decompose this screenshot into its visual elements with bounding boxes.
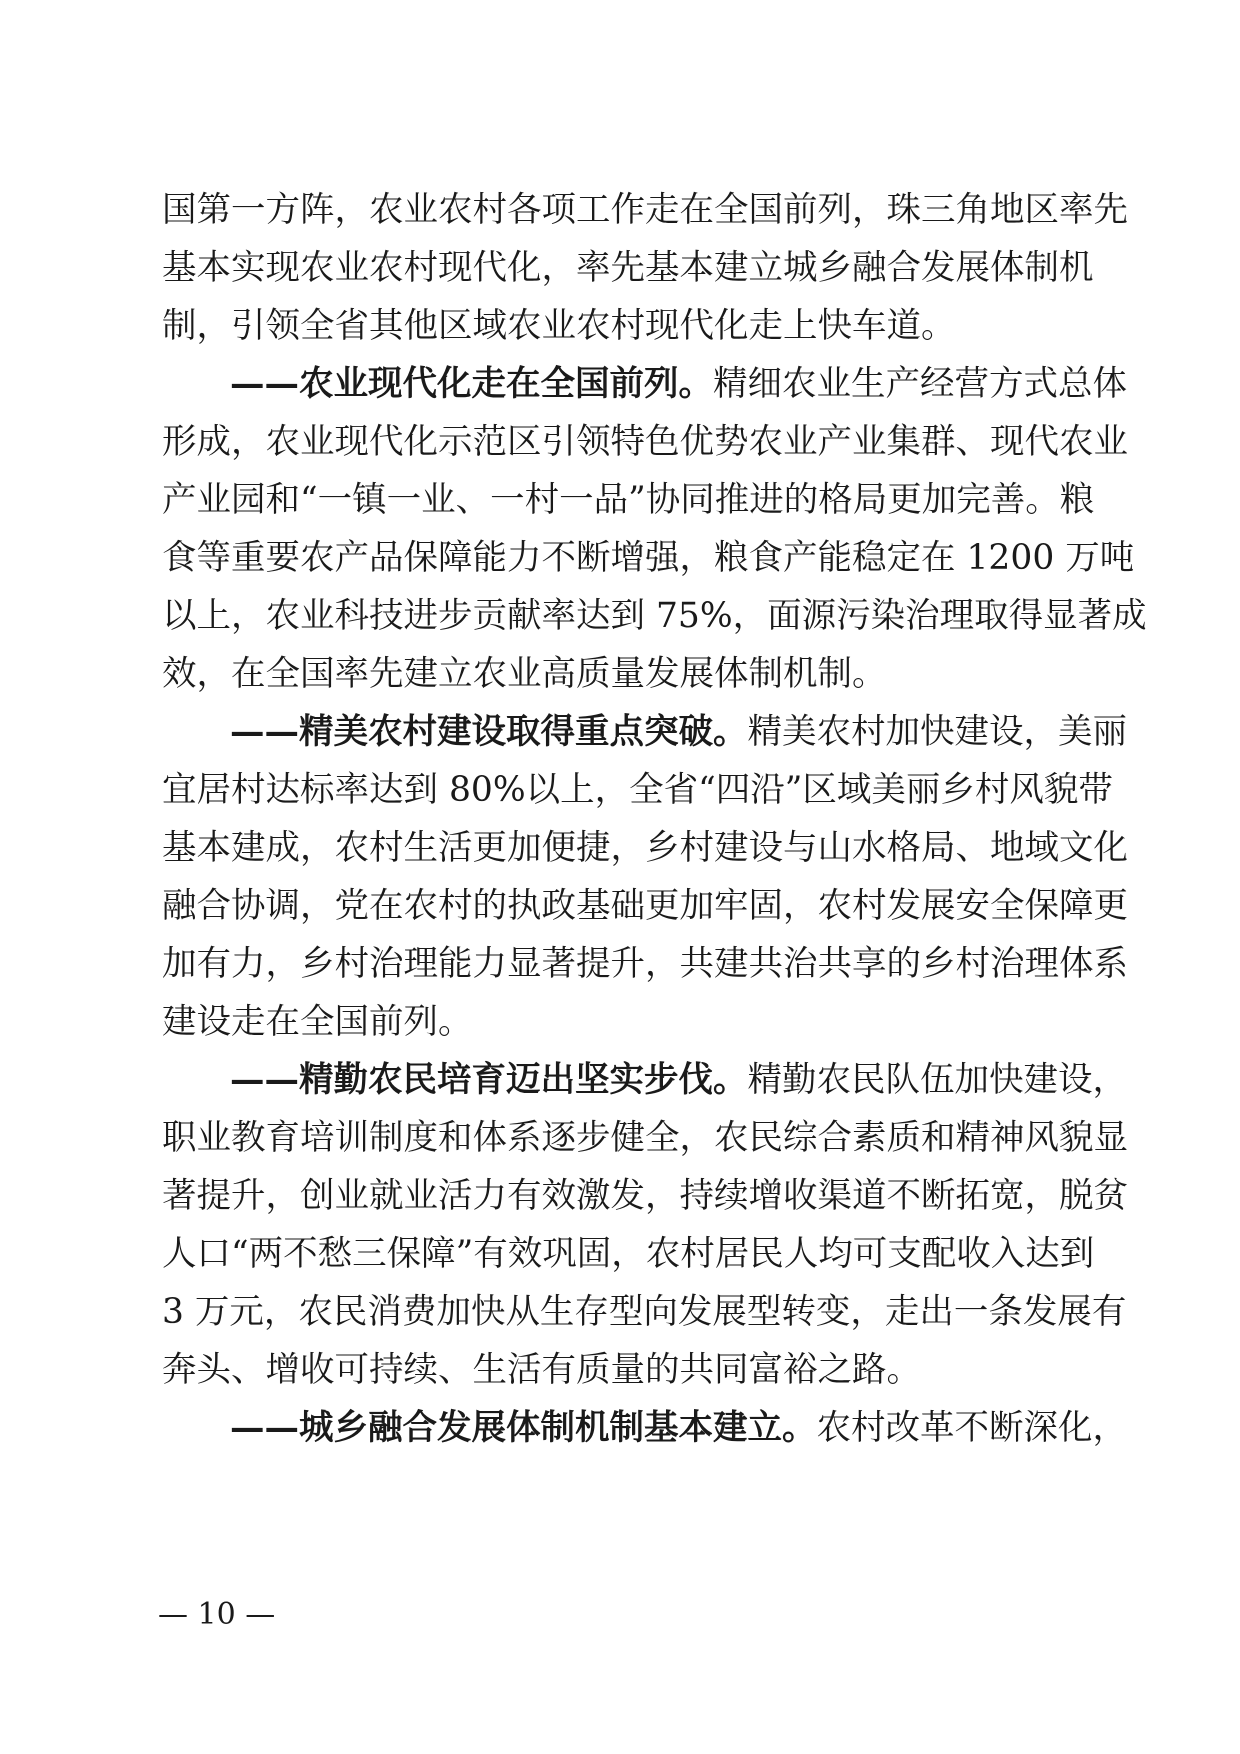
body-text-line: 建设走在全国前列。 <box>162 1002 473 1042</box>
body-text-line: 国第一方阵，农业农村各项工作走在全国前列，珠三角地区率先 <box>162 190 1128 230</box>
body-text-line: 形成，农业现代化示范区引领特色优势农业产业集群、现代农业 <box>162 422 1128 462</box>
body-text-line: 基本实现农业农村现代化，率先基本建立城乡融合发展体制机 <box>162 248 1094 288</box>
body-text-line: 基本建成，农村生活更加便捷，乡村建设与山水格局、地域文化 <box>162 828 1128 868</box>
section-heading-line: ——精美农村建设取得重点突破。精美农村加快建设，美丽 <box>230 712 1127 752</box>
body-text-line: 著提升，创业就业活力有效激发，持续增收渠道不断拓宽，脱贫 <box>162 1176 1128 1216</box>
body-text-line: 产业园和“一镇一业、一村一品”协同推进的格局更加完善。粮 <box>162 480 1095 520</box>
body-text-line: 人口“两不愁三保障”有效巩固，农村居民人均可支配收入达到 <box>162 1234 1095 1274</box>
section-heading: ——精勤农民培育迈出坚实步伐。 <box>230 1060 748 1100</box>
section-heading-line: ——精勤农民培育迈出坚实步伐。精勤农民队伍加快建设， <box>230 1060 1127 1100</box>
body-text-line: 宜居村达标率达到 80%以上，全省“四沿”区域美丽乡村风貌带 <box>162 770 1113 810</box>
section-heading-line: ——农业现代化走在全国前列。精细农业生产经营方式总体 <box>230 364 1127 404</box>
page-number: — 10 — <box>158 1597 276 1632</box>
body-text-line: 融合协调，党在农村的执政基础更加牢固，农村发展安全保障更 <box>162 886 1128 926</box>
body-text-line: 效，在全国率先建立农业高质量发展体制机制。 <box>162 654 887 694</box>
body-text-line: 食等重要农产品保障能力不断增强，粮食产能稳定在 1200 万吨 <box>162 538 1135 578</box>
body-text-line: 奔头、增收可持续、生活有质量的共同富裕之路。 <box>162 1350 921 1390</box>
section-heading: ——精美农村建设取得重点突破。 <box>230 712 748 752</box>
body-text-line: 加有力，乡村治理能力显著提升，共建共治共享的乡村治理体系 <box>162 944 1128 984</box>
body-text-line: 制，引领全省其他区域农业农村现代化走上快车道。 <box>162 306 956 346</box>
body-text-line: 以上，农业科技进步贡献率达到 75%，面源污染治理取得显著成 <box>162 596 1147 636</box>
section-heading: ——城乡融合发展体制机制基本建立。 <box>230 1408 817 1448</box>
section-heading-line: ——城乡融合发展体制机制基本建立。农村改革不断深化， <box>230 1408 1127 1448</box>
section-heading: ——农业现代化走在全国前列。 <box>230 364 713 404</box>
body-text-line: 职业教育培训制度和体系逐步健全，农民综合素质和精神风貌显 <box>162 1118 1128 1158</box>
body-text-line: 3 万元，农民消费加快从生存型向发展型转变，走出一条发展有 <box>162 1292 1127 1332</box>
